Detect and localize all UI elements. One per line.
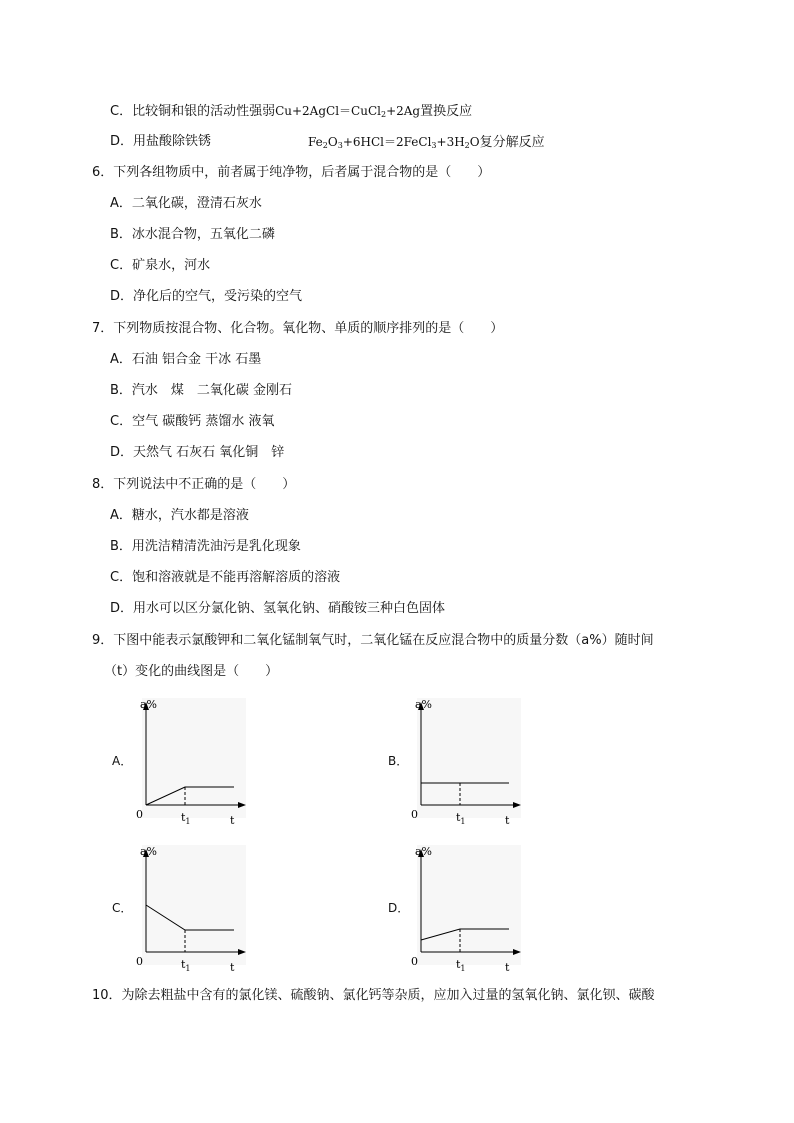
q6-option-d: D．净化后的空气，受污染的空气 xyxy=(110,289,303,304)
q5-option-c: C．比较铜和银的活动性强弱Cu+2AgCl＝CuCl$_2$+2Ag置换反应 xyxy=(110,104,473,119)
q8-option-c: C．饱和溶液就是不能再溶解溶质的溶液 xyxy=(110,570,341,585)
graph-c-t1: $t_1$ xyxy=(181,958,191,973)
q7-option-a: A．石油 铝合金 干冰 石墨 xyxy=(110,352,262,367)
graph-c-svg xyxy=(130,837,250,982)
q7-option-d: D．天然气 石灰石 氧化铜 锌 xyxy=(110,445,285,460)
q7-stem: 7．下列物质按混合物、化合物。氧化物、单质的顺序排列的是（ ） xyxy=(92,321,504,336)
q5-c-equation: Cu+2AgCl＝CuCl$_2$+2Ag xyxy=(275,104,421,119)
graph-d-letter: D． xyxy=(388,901,410,915)
graph-a-svg xyxy=(130,690,250,835)
q8-stem: 8．下列说法中不正确的是（ ） xyxy=(92,477,296,492)
graph-b[interactable] xyxy=(405,690,525,835)
q6-stem: 6．下列各组物质中，前者属于纯净物，后者属于混合物的是（ ） xyxy=(92,165,491,180)
graph-c-letter: C． xyxy=(112,901,133,915)
q6-option-b: B．冰水混合物，五氧化二磷 xyxy=(110,227,275,242)
graph-a-origin: 0 xyxy=(136,808,143,821)
graph-b-xlabel: t xyxy=(505,814,510,827)
graph-a-xlabel: t xyxy=(230,814,235,827)
graph-d-t1: $t_1$ xyxy=(456,958,466,973)
q9-stem-line2: （t）变化的曲线图是（ ） xyxy=(104,664,279,679)
graph-d-xlabel: t xyxy=(505,961,510,974)
q7-option-b: B．汽水 煤 二氧化碳 金刚石 xyxy=(110,383,293,398)
graph-b-svg xyxy=(405,690,525,835)
graph-d-bg xyxy=(417,845,521,965)
q8-option-b: B．用洗洁精清洗油污是乳化现象 xyxy=(110,539,301,554)
graph-d-svg xyxy=(405,837,525,982)
q6-option-a: A．二氧化碳，澄清石灰水 xyxy=(110,196,262,211)
q9-stem-line1: 9．下图中能表示氯酸钾和二氧化锰制氧气时，二氧化锰在反应混合物中的质量分数（a%）随时间 xyxy=(92,633,654,648)
graph-a-ylabel: a% xyxy=(140,698,158,711)
graph-b-letter: B． xyxy=(388,754,409,768)
graph-b-t1: $t_1$ xyxy=(456,811,466,826)
q8-option-a: A．糖水，汽水都是溶液 xyxy=(110,508,249,523)
graph-c-bg xyxy=(142,845,246,965)
graph-d-origin: 0 xyxy=(411,955,418,968)
graph-c-ylabel: a% xyxy=(140,845,158,858)
graph-c-origin: 0 xyxy=(136,955,143,968)
q5-d-equation: $Fe_2O_3+6HCl=2FeCl_3+3H_2O$复分解反应 xyxy=(308,135,545,150)
q6-option-c: C．矿泉水，河水 xyxy=(110,258,211,273)
graph-b-bg xyxy=(417,698,521,818)
graph-a-letter: A． xyxy=(112,754,133,768)
graph-d[interactable] xyxy=(405,837,525,982)
graph-c-xlabel: t xyxy=(230,961,235,974)
graph-b-ylabel: a% xyxy=(415,698,433,711)
graph-d-ylabel: a% xyxy=(415,845,433,858)
graph-c[interactable] xyxy=(130,837,250,982)
q5-option-d: D．用盐酸除铁锈 xyxy=(110,134,212,149)
graph-a-t1: $t_1$ xyxy=(181,811,191,826)
q8-option-d: D．用水可以区分氯化钠、氢氧化钠、硝酸铵三种白色固体 xyxy=(110,601,446,616)
graph-a[interactable] xyxy=(130,690,250,835)
q10-stem: 10．为除去粗盐中含有的氯化镁、硫酸钠、氯化钙等杂质，应加入过量的氢氧化钠、氯化钡、碳酸 xyxy=(92,988,655,1003)
graph-b-origin: 0 xyxy=(411,808,418,821)
q7-option-c: C．空气 碳酸钙 蒸馏水 液氧 xyxy=(110,414,275,429)
